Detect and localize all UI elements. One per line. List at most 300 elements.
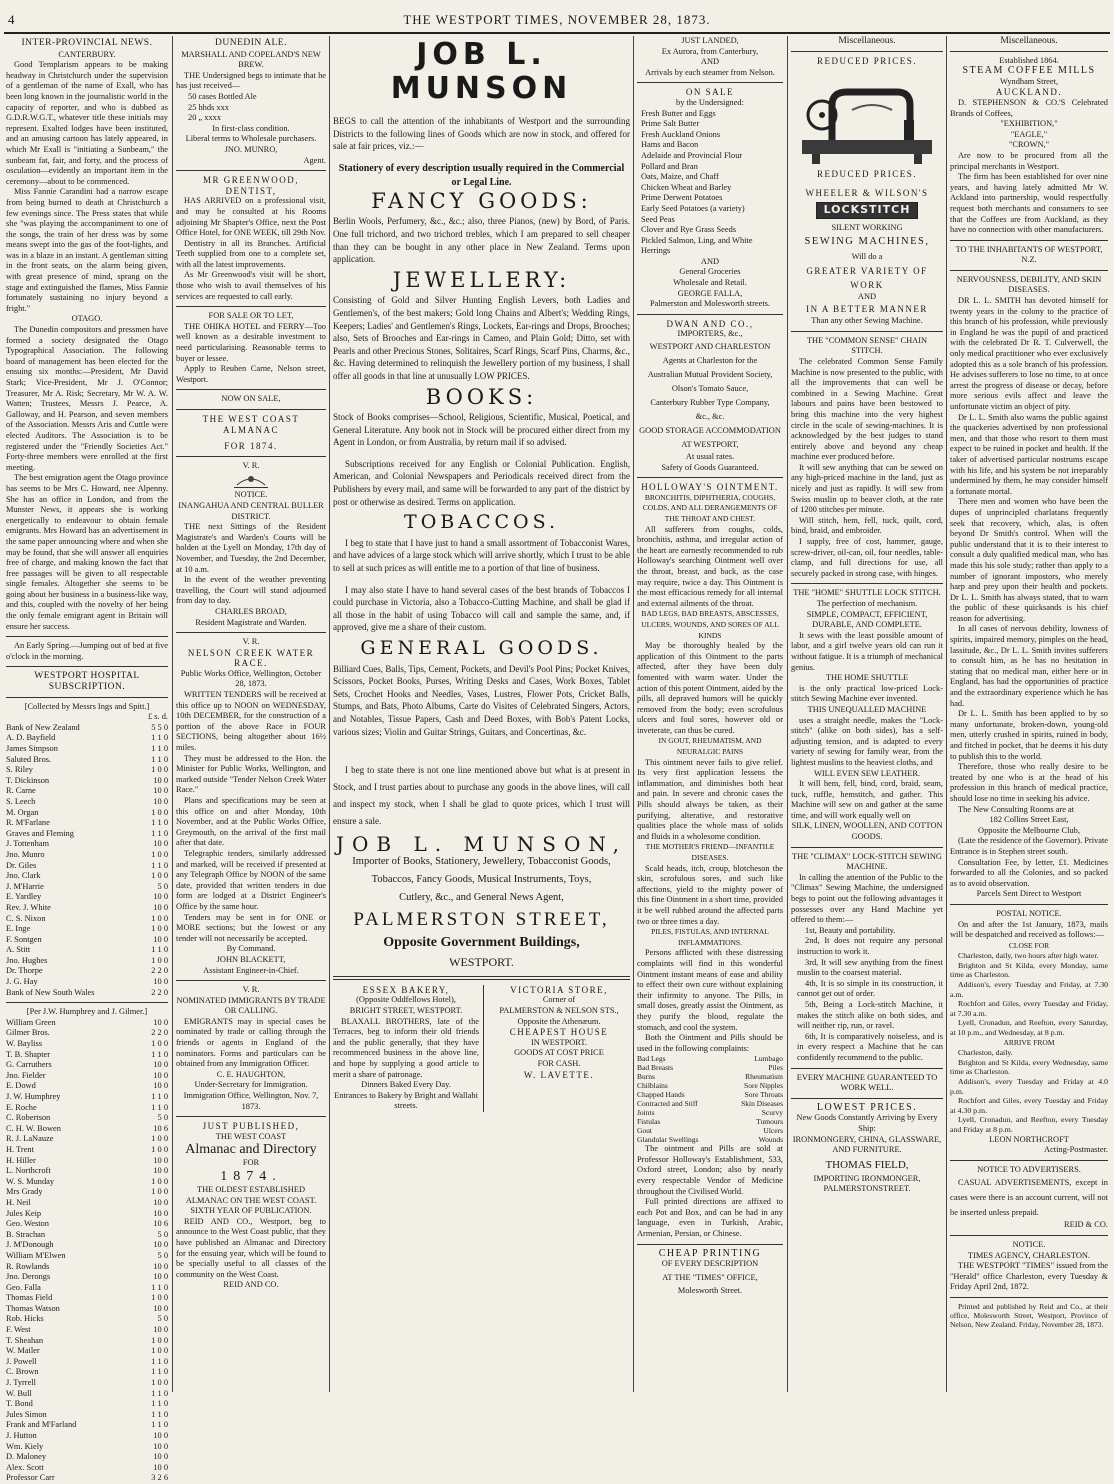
row-label: H. Trent <box>6 1144 34 1154</box>
ad-heading: STEAM COFFEE MILLS <box>962 65 1096 77</box>
subscriber-row <box>6 1251 168 1262</box>
mail-arrive-list <box>950 1048 1108 1134</box>
sewing-machine-illustration <box>792 70 942 165</box>
row-label: J. W. Humphrey <box>6 1092 61 1101</box>
subscriber-row <box>6 1050 168 1061</box>
ad-text: Are now to be procured from all the principal merchants in Westport. <box>950 150 1108 171</box>
subscriber-row <box>6 861 168 872</box>
news-heading: INTER-PROVINCIAL NEWS. <box>21 38 153 48</box>
list-item: 20 „ xxxx <box>188 113 222 123</box>
complaint-row <box>637 1054 783 1063</box>
ad-text: Immigration Office, Wellington, Nov. 7, 1873. <box>183 1091 319 1111</box>
column-notices <box>176 36 326 1392</box>
row-value: 1 1 0 <box>151 1282 168 1292</box>
row-label: Dr. Giles <box>6 860 37 870</box>
almanac-title: Almanac and Directory <box>185 1142 317 1158</box>
ad-text: IN A BETTER MANNER <box>806 304 928 315</box>
divider <box>176 170 326 171</box>
ad-text: AND <box>857 291 877 301</box>
subscriber-row <box>6 1177 168 1188</box>
row-value: 1 1 0 <box>151 1399 168 1409</box>
ad-text: 182 Collins Street East, <box>989 815 1069 825</box>
row-label: H. Hiller <box>6 1155 36 1165</box>
ad-text: IMPORTERS, &c., <box>677 329 743 339</box>
schedule-item: Charleston, daily, two hours after high water. <box>958 951 1099 961</box>
row-value: 10 0 <box>153 1208 168 1218</box>
row-label: James Simpson <box>6 744 58 753</box>
subscriber-row <box>6 988 168 999</box>
ad-signature: JNO. MUNRO, <box>224 144 278 154</box>
ad-subheading: THE "CLIMAX" LOCK-STITCH SEWING MACHINE. <box>792 851 942 872</box>
row-value: 10 0 <box>153 839 168 849</box>
row-value: 1 0 0 <box>151 1346 168 1356</box>
divider <box>791 583 943 584</box>
ad-text: THE WESTPORT "TIMES" issued from the "Herald" office Charleston, every Tuesday & Friday April 2nd, 1872. <box>950 1261 1108 1292</box>
subscriber-row <box>6 733 168 744</box>
ad-subheading: TIMES AGENCY, CHARLESTON. <box>967 1250 1091 1260</box>
ad-heading: POSTAL NOTICE. <box>996 908 1062 918</box>
row-label: E. Roche <box>6 1102 37 1112</box>
ad-text: All sufferers from coughs, colds, bronchitis, asthma, and irregular action of the heart are earnestly recommended to rub Holloway's searching Ointment well over the throat, breast, and back, as the case may require, twice a day. This Ointment is the most efficacious remedy for all internal and external ailments of the throat. <box>637 524 783 608</box>
ad-text: WRITTEN TENDERS will be received at this office up to NOON on WEDNESDAY, 10th DECEMBER, for the construction of a portion of the above Race in FOUR SECTIONS, being altogether about 16½ miles. <box>176 690 326 753</box>
row-label: Joints <box>637 1108 655 1118</box>
list-item: Pickled Salmon, Ling, and White Herrings <box>641 235 753 256</box>
ad-text: THE WEST COAST ALMANAC <box>202 414 300 435</box>
divider <box>637 82 783 83</box>
list-item: Prime Salt Butter <box>641 119 700 129</box>
divider <box>950 240 1108 241</box>
page-number: 4 <box>8 12 15 27</box>
row-value: 5 0 <box>157 1113 168 1123</box>
collector-note: [Per J.W. Humphrey and J. Gilmer.] <box>26 1007 148 1017</box>
complaint-row <box>637 1081 783 1090</box>
ad-text: Molesworth Street. <box>677 1285 743 1295</box>
subscriber-row <box>6 1145 168 1156</box>
row-value: 1 1 0 <box>151 733 168 743</box>
town-name: WESTPORT. <box>449 954 514 969</box>
ale-list <box>176 92 326 124</box>
ad-subheading: NERVOUSNESS, DEBILITY, AND SKIN DISEASES. <box>956 274 1102 295</box>
row-label: D. Maloney <box>6 1452 47 1462</box>
list-item: Seed Peas <box>641 214 675 224</box>
subscriber-row <box>6 977 168 988</box>
row-label: William Green <box>6 1017 56 1027</box>
row-label: J. Hutton <box>6 1431 37 1440</box>
subscriber-row <box>6 1262 168 1273</box>
ad-heading: NOW ON SALE, <box>221 394 281 404</box>
ad-text: CHEAPEST HOUSE <box>509 1027 609 1038</box>
row-label: L. Northcroft <box>6 1166 51 1176</box>
ad-heading: NOTICE. <box>234 490 268 500</box>
divider <box>176 980 326 981</box>
row-label: W. S. Munday <box>6 1176 55 1186</box>
divider <box>637 1244 783 1245</box>
row-value: 1 1 0 <box>151 744 168 753</box>
ad-text: In all cases of nervous debility, lowness of spirits, impaired memory, pimples on the head, lassitude, &c., Dr L. L. Smith invites sufferers to consult him, as he has no hesitation in stating that no medical man, either here or in England, has had the opportunities of practice and the extraordinary experience which he has had. <box>950 624 1108 708</box>
row-value: 1 0 0 <box>151 807 168 817</box>
ad-heading: SEWING MACHINES, <box>804 235 930 247</box>
row-label: T. Dickinson <box>6 775 50 785</box>
row-label: H. Neil <box>6 1197 31 1207</box>
imprint: Printed and published by Reid and Co., at their office, Molesworth Street, Westport, Province of Nelson, New Zealand. Friday, November 28, 1873. <box>950 1301 1108 1329</box>
ad-heading: NOTICE. <box>1012 1239 1046 1249</box>
row-label: A. Stitt <box>6 945 31 955</box>
ad-text: By Command. <box>226 944 276 954</box>
ad-text: Opposite the Melbourne Club, <box>978 825 1080 835</box>
ad-text: Arrivals by each steamer from Nelson. <box>645 67 775 77</box>
ad-text: The perfection of mechanism. <box>816 599 918 608</box>
ad-text: It will sew anything that can be sewed on any high-priced machine in the land, just as nicely and just as rapidly. It will sew from Swiss muslin up to beaver cloth, at the rate of 1200 stitches per minute. <box>791 462 943 515</box>
row-label: J. Tottenham <box>6 839 49 849</box>
column-rule <box>946 36 947 1392</box>
row-label: Burns <box>637 1072 655 1082</box>
place-heading: OTAGO. <box>71 314 103 324</box>
subscriber-row <box>6 1209 168 1220</box>
ad-heading: JUST LANDED, <box>681 36 739 45</box>
subscriber-row <box>6 1399 168 1410</box>
ad-heading: VICTORIA STORE, <box>510 984 608 995</box>
row-value: 10 0 <box>153 934 168 944</box>
column-rule <box>787 36 788 1392</box>
ad-text: Agents at Charleston for the <box>662 356 758 366</box>
ad-signature: THOMAS FIELD, <box>825 1158 909 1171</box>
ad-text: AUCKLAND. <box>995 87 1063 98</box>
ad-text: DR L. L. SMITH has devoted himself for twenty years in the colony to the practice of this branch of his profession, while previously in England he was the pupil of and practiced with the celebrated Dr R. T. Culverwell, the only medical practitioner who ever exclusively adopted this as a sole branch of his profession. He advises sufferers to lose no time, to at once arrest the progress of disease or decay, before more serious evils affect and leave the unfortunate victim an object of pity. <box>950 296 1108 411</box>
ad-text: This ointment never fails to give relief. Its very first application lessens the inflammation, and diminishes both heat and pain. In severe and chronic cases the Pills should always be taken, as their purifying, alterative, and restorative qualities place the whole mass of solids and fluids in a wholesome condition. <box>637 757 783 841</box>
ad-text: HAS ARRIVED on a professional visit, and may be consulted at his Rooms adjoining Mr Shapter's Office, next the Post Office Hotel, for ONE WEEK, till 29th Nov. <box>176 196 326 238</box>
list-item: 5th, Being a Lock-stitch Machine, it makes the stitch alike on both sides, and will neither rip, run, or ravel. <box>797 999 943 1031</box>
list-item: Hams and Bacon <box>641 140 699 150</box>
schedule-item: Charleston, daily. <box>958 1048 1013 1058</box>
complaint-row <box>637 1090 783 1099</box>
subscriber-row <box>6 903 168 914</box>
subscriber-row <box>6 924 168 935</box>
row-value: Skin Diseases <box>741 1099 783 1109</box>
ad-text: THE next Sittings of the Resident Magistrate's and Warden's Courts will be holden at the Lyell on Monday, 17th day of November, and Tuesday, the 2nd December, at 10 a.m. <box>176 522 326 574</box>
row-value: Wounds <box>758 1135 783 1145</box>
ad-text: At usual rates. <box>685 452 735 462</box>
row-label: Chapped Hands <box>637 1090 685 1100</box>
row-value: 1 0 0 <box>151 1144 168 1154</box>
ad-subheading: BRONCHITIS, DIPHTHERIA, COUGHS, COLDS, AND ALL DERANGEMENTS OF THE THROAT AND CHEST. <box>642 492 778 523</box>
row-value: 1 0 0 <box>151 1176 168 1186</box>
complaint-row <box>637 1072 783 1081</box>
row-value: 1 1 0 <box>151 1049 168 1059</box>
subscriber-row <box>6 1198 168 1209</box>
subscriber-row <box>6 1018 168 1029</box>
row-value: 1 1 0 <box>151 818 168 828</box>
row-value: 10 6 <box>153 1123 168 1133</box>
section-heading: FANCY GOODS: <box>371 188 592 213</box>
ad-text: Scald heads, itch, croup, blotcheson the skin, scrofulous sores, and such like affections, yield to the mighty power of this fine Ointment in a short time, provided it be well rubbed around the affected parts two or three times a day. <box>637 863 783 926</box>
ad-text: EMIGRANTS may in special cases be nominated by trade or calling through the friends or agents in England of the nominators. Forms and particulars can be obtained from any Immigration Officer. <box>176 1016 326 1069</box>
row-value: 1 0 0 <box>151 871 168 881</box>
row-label: Rev. J. White <box>6 902 51 912</box>
row-value: 10 0 <box>153 1166 168 1176</box>
ad-text: Palmerston and Molesworth streets. <box>649 299 771 309</box>
row-label: Saluted Bros. <box>6 754 52 764</box>
ad-text: GOODS AT COST PRICE <box>514 1048 604 1058</box>
row-label: Jno. Clark <box>6 871 41 881</box>
divider <box>791 331 943 332</box>
ad-text: Both the Ointment and Pills should be used in the following complaints: <box>637 1033 783 1053</box>
ad-heading: NOTICE TO ADVERTISERS. <box>977 1164 1081 1174</box>
essex-ad <box>333 985 484 1112</box>
divider <box>791 847 943 848</box>
subscriber-row <box>6 914 168 925</box>
subscriber-row <box>6 1092 168 1103</box>
ad-text: AND <box>700 256 720 266</box>
crest-icon <box>234 473 268 488</box>
ad-text: THE OHIKA HOTEL and FERRY—Too well known as a desirable investment to need particularising. Reasonable terms to buyer or lessee. <box>176 321 326 363</box>
row-label: C. H. W. Bowen <box>6 1123 61 1133</box>
ad-text: D. STEPHENSON & CO.'S Celebrated Brands of Coffees, <box>950 97 1108 118</box>
row-value: 10 0 <box>153 1070 168 1080</box>
row-value: 10 0 <box>153 1197 168 1207</box>
ad-text: (Late the residence of the Governor). Private Entrance is in Stephen street south. <box>950 836 1108 856</box>
row-value: 1 1 0 <box>151 828 168 838</box>
row-value: 1 1 0 <box>151 1420 168 1430</box>
subscriber-row <box>6 956 168 967</box>
ad-text: uses a straight needle, makes the "Lock-stitch" (alike on both sides), has a self-adjusting tension, and is adapted to every variety of sewing for family wear, from the lightest muslins to the heaviest cloths, and <box>791 715 943 767</box>
ad-text: IN WESTPORT. <box>531 1037 587 1047</box>
section-label: Miscellaneous. <box>1000 36 1058 46</box>
list-item: 3rd, It will sew anything from the finest muslin to the coarsest material. <box>797 957 943 978</box>
subscriber-row <box>6 1124 168 1135</box>
ad-signature: LEON NORTHCROFT <box>989 1134 1069 1144</box>
victoria-ad <box>484 985 630 1112</box>
ad-text: The New Consulting Rooms are at <box>958 804 1075 814</box>
subscriber-row <box>6 839 168 850</box>
subscriber-row <box>6 1378 168 1389</box>
complaint-row <box>637 1099 783 1108</box>
schedule-item: Lyell, Cronadun, and Reefton, every Tuesday and Friday at 8 p.m. <box>950 1115 1108 1134</box>
row-value: Lumbago <box>754 1054 783 1064</box>
subscriber-row <box>6 1103 168 1114</box>
ad-text: There men and women who have been the dupes of unprincipled charlatans frequently seek that recovery, which, alas, is often beyond Dr Smith's control. When will the public understand that it is to their interest to consult a duly qualified medical man, who has made this his sole study; rather than apply to a number of ignorant impostors, who merely harp and prey upon their health and pockets. Dr L. L. Smith has always stated, that to warn the public of these quicksands is his chief reason for advertising. <box>950 497 1108 623</box>
row-value: 1 1 0 <box>151 860 168 870</box>
ad-text: SILENT WORKING <box>831 222 903 232</box>
ad-text: PALMERSTONSTREET. <box>823 1184 911 1194</box>
ad-text: Wholesale and Retail. <box>673 278 747 288</box>
divider <box>6 1002 168 1003</box>
ad-text: Canterbury Rubber Type Company, <box>650 398 770 408</box>
ad-text: Telegraphic tenders, similarly addressed and marked, will be received if presented at any Telegraph Office by NOON of the same date, provided that written tenders in due form are lodged at a District Engineer's Office by the same hour. <box>176 848 326 911</box>
row-label: Bank of New South Wales <box>6 987 95 997</box>
hospital-heading: WESTPORT HOSPITAL SUBSCRIPTION. <box>34 671 140 693</box>
subscriber-row <box>6 1473 168 1484</box>
subscriber-row <box>6 935 168 946</box>
schedule-item: Brighton and St Kilda, every Monday, same time as Charleston. <box>950 960 1108 980</box>
row-value: 10 0 <box>153 977 168 987</box>
complaint-row <box>637 1126 783 1135</box>
subscriber-row <box>6 1389 168 1400</box>
subscriber-row <box>6 1134 168 1145</box>
subscriber-row <box>6 1293 168 1304</box>
list-item: 6th, It is comparatively noiseless, and is in every respect a Machine that he can confidently recommend to the public. <box>797 1031 943 1062</box>
almanac-year: 1874. <box>220 1169 282 1184</box>
collector-note: [Collected by Messrs Ings and Spitt.] <box>24 701 150 711</box>
row-label: R. Carne <box>6 786 36 796</box>
masthead-bar <box>0 0 1114 34</box>
divider <box>176 409 326 410</box>
ad-text: Consultation Fee, by letter, £1. Medicines forwarded to all the Colonies, and so packed as to avoid observation. <box>950 857 1108 888</box>
column-rule <box>633 36 634 1392</box>
row-value: 1 0 0 <box>151 765 168 775</box>
row-value: 1 1 0 <box>151 1409 168 1419</box>
ad-text: Berlin Wools, Perfumery, &c., &c.; also, three Pianos, (new) by Bord, of Paris. One full trichord, and two trichord trebles, which I am prepared to sell cheaper than they can be bought in any other place in New Zealand. Terms upon application. <box>333 216 630 265</box>
complaint-row <box>637 1108 783 1117</box>
row-value: Tumours <box>756 1117 783 1127</box>
row-value: 10 0 <box>153 796 168 806</box>
ad-text: THIS UNEQUALLED MACHINE <box>807 704 927 714</box>
munson-signature: JOB L. MUNSON, <box>336 832 627 857</box>
list-item: Early Seed Potatoes (a variety) <box>641 203 745 213</box>
ad-text: The firm has been established for over nine years, and having lately admitted Mr W. Ackland into partnership, would respectfully request both merchants and consumers to see that the Coffees are from Auckland, as they have no connection with other manufacturers. <box>950 172 1108 235</box>
street-name: PALMERSTON STREET, <box>353 908 610 930</box>
ad-text: Corner of <box>542 995 576 1005</box>
list-item: 4th, It is so simple in its construction, it cannot get out of order. <box>797 978 943 999</box>
divider <box>950 1297 1108 1298</box>
row-value: 1 0 0 <box>151 1187 168 1197</box>
subscription-list <box>6 723 168 998</box>
row-label: F. West <box>6 1325 31 1335</box>
ad-text: Stationery of every description usually required in the Commercial or Legal Line. <box>338 162 625 188</box>
ad-heading: FOR SALE OR TO LET, <box>208 311 294 321</box>
ad-text: SIMPLE, COMPACT, EFFICIENT, DURABLE, AND COMPLETE. <box>806 609 928 630</box>
list-item: Clover and Rye Grass Seeds <box>641 225 737 235</box>
subscriber-row <box>6 1113 168 1124</box>
row-label: C. S. Nixon <box>6 913 46 923</box>
row-label: Bad Legs <box>637 1054 666 1064</box>
news-paragraph: Miss Fannie Carandini had a narrow escape from being burned to death at Christchurch a few evenings since. The Press states that while she "was playing the accompaniment to one of the songs, the train of her dress was by some means swept into the gas of the foot-lights, and was in a blaze in an instant. A gentleman sitting in the front seats, on the alarm being given, with great presence of mind, sprang on the stage and extinguished the flames, Miss Fannie fortunately sustaining no injury beyond a fright." <box>6 187 168 313</box>
row-label: Rob. Hicks <box>6 1314 44 1324</box>
subscriber-row <box>6 1442 168 1453</box>
ad-text: AT THE "TIMES" OFFICE, <box>662 1272 758 1282</box>
ad-text: Will stitch, hem, fell, tuck, quilt, cord, bind, braid, and embroider. <box>791 515 943 536</box>
ad-text: Than any other Sewing Machine. <box>811 316 923 326</box>
list-item: Pollard and Bran <box>641 161 698 171</box>
row-value: 10 0 <box>153 775 168 785</box>
row-value: 10 0 <box>153 1060 168 1070</box>
row-label: Mrs Grady <box>6 1187 43 1197</box>
ad-text: It will hem, fell, bind, cord, braid, seam, tuck, ruffle, hemstitch, and gather. This Machine will sew on and gather at the same time, and will work equally well on <box>791 779 943 820</box>
ad-subheading: BAD LEGS, BAD BREASTS, ABSCESSES, ULCERS, WOUNDS, AND SORES OF ALL KINDS <box>641 609 779 640</box>
ad-text: EVERY MACHINE GUARANTEED TO WORK WELL. <box>796 1072 938 1093</box>
ad-heading: ESSEX BAKERY, <box>362 984 450 995</box>
row-label: T. B. Shapter <box>6 1049 51 1059</box>
row-label: S. Leech <box>6 796 36 806</box>
royal-cipher: V. R. <box>242 985 260 995</box>
brand-item: "EAGLE," <box>1010 129 1048 139</box>
subscriber-row <box>6 744 168 755</box>
row-label: T. Sheahan <box>6 1335 44 1345</box>
row-label: S. Riley <box>6 765 33 775</box>
news-paragraph: Good Templarism appears to be making headway in Christchurch under the supervision of a gentleman of the name of Exall, who has been long known in the journalistic world in the capacity of reporter, and who is dubbed as G.D.R.W.G.T., whatever title these initials may represent. Exalted lodges have been instituted, and an amusing cartoon has lately appeared, in which Mr Exall is "initiating a Sunbeam," the sunbeam fat, fair, and forty, and the process of osculation—evidently an important item in the ceremony—about to be commenced. <box>6 60 168 186</box>
column-stores <box>637 36 783 1392</box>
row-value: 10 0 <box>153 1081 168 1091</box>
subscriber-row <box>6 1431 168 1442</box>
ad-text: Established 1864. <box>999 55 1059 65</box>
row-label: W. Bayliss <box>6 1039 42 1049</box>
column-munson <box>333 36 630 1392</box>
subscriber-row <box>6 786 168 797</box>
ad-text: General Groceries <box>679 267 741 277</box>
ad-text: &c., &c. <box>695 412 725 422</box>
ad-text: PALMERSTON & NELSON STS., <box>499 1005 619 1015</box>
masthead-title: THE WESTPORT TIMES, NOVEMBER 28, 1873. <box>403 12 711 27</box>
ad-text: Entrances to Bakery by Bright and Wallabi streets. <box>334 1090 478 1111</box>
list-item: Fresh Butter and Eggs <box>641 108 716 118</box>
ad-text: On and after the 1st January, 1873, mails will be despatched and received as follows:— <box>950 919 1108 940</box>
ad-heading: JUST PUBLISHED, <box>202 1121 300 1132</box>
row-value: Scurvy <box>761 1108 783 1118</box>
row-value: Sore Throats <box>744 1090 783 1100</box>
column-rule <box>329 36 330 1392</box>
divider <box>950 1160 1108 1161</box>
column-rule <box>172 36 173 1392</box>
ad-signature: CHARLES BROAD, <box>215 606 287 616</box>
divider <box>950 1235 1108 1236</box>
ad-subheading: INANGAHUA AND CENTRAL BULLER DISTRICT. <box>178 500 324 521</box>
divider <box>6 636 168 637</box>
ad-text: REID AND CO., Westport, beg to announce to the West Coast public, that they have published an Almanac and Directory for the ensuing year, which will be found to be specially useful to all classes of the community on the West Coast. <box>176 1216 326 1279</box>
row-value: 10 0 <box>153 786 168 796</box>
ad-subheading: THE "COMMON SENSE" CHAIN STITCH. <box>806 335 928 356</box>
row-value: 10 6 <box>153 1219 168 1229</box>
ad-text: BEGS to call the attention of the inhabitants of Westport and the surrounding Districts to the following lines of Goods which are now in stock, and offered for sale at fair prices, viz.:— <box>333 116 630 152</box>
ad-text: OF EVERY DESCRIPTION <box>661 1259 759 1269</box>
ad-text: by the Undersigned: <box>676 97 744 107</box>
row-value: 10 0 <box>153 1325 168 1335</box>
brand-list <box>950 119 1108 151</box>
divider <box>6 666 168 667</box>
row-label: A. D. Bayfield <box>6 733 56 743</box>
ad-text: THE Undersigned begs to intimate that he has just received— <box>176 70 326 91</box>
row-label: R. M'Farlane <box>6 818 50 828</box>
row-value: 10 0 <box>153 1441 168 1451</box>
subscriber-row <box>6 1283 168 1294</box>
ad-heading: NELSON CREEK WATER RACE. <box>187 647 315 669</box>
subscriber-row <box>6 1336 168 1347</box>
subscriber-row <box>6 1081 168 1092</box>
subscriber-row <box>6 1219 168 1230</box>
row-label: T. Bond <box>6 1399 33 1409</box>
ad-text: WESTPORT AND CHARLESTON <box>649 342 771 352</box>
ad-text: Ex Aurora, from Canterbury, <box>661 46 759 56</box>
row-value: 2 2 0 <box>151 987 168 997</box>
ad-text: Importer of Books, Stationery, Jewellery, Tobacconist Goods, <box>352 855 611 867</box>
row-value: Piles <box>768 1063 783 1073</box>
row-value: 1 1 0 <box>151 1388 168 1398</box>
ad-subheading: CLOSE FOR <box>1008 940 1050 950</box>
news-paragraph: An Early Spring.—Jumping out of bed at five o'clock in the morning. <box>6 641 168 661</box>
list-item: 25 hhds xxx <box>188 102 229 112</box>
row-label: B. Strachan <box>6 1229 46 1239</box>
subscriber-row <box>6 1156 168 1167</box>
subscriber-row <box>6 1071 168 1082</box>
row-label: Thomas Watson <box>6 1303 60 1313</box>
list-item: 1st, Beauty and portability. <box>805 925 896 935</box>
brand-item: "EXHIBITION," <box>1000 119 1058 129</box>
subscription-list <box>6 1018 168 1484</box>
row-value: 1 0 0 <box>151 1039 168 1049</box>
row-label: Jno. Derongs <box>6 1272 51 1282</box>
row-value: 10 0 <box>153 1261 168 1271</box>
ad-text: Billiard Cues, Balls, Tips, Cement, Pockets, and Devil's Pool Pins; Pocket Knives, Scissors, Pocket Books, Purses, Writing Desks and Cases, Work Boxes, Tablet Sets, Crochet Hooks and Needles, Vases, Lustres, Flower Pots, Cricket Balls, Stumps, and Bats, Photo Albums, Carte do Visites of Celebrated Singers, Actors, and Notables, Tissue Papers, Cash and Deed Boxes, with Bob's Patent Locks, various sizes; Violin and Guitar Strings, Guitars, and Concertinas, &c. <box>333 663 630 737</box>
ad-subheading: PILES, FISTULAS, AND INTERNAL INFLAMMATIONS. <box>651 927 769 947</box>
row-value: 3 2 6 <box>151 1473 168 1483</box>
